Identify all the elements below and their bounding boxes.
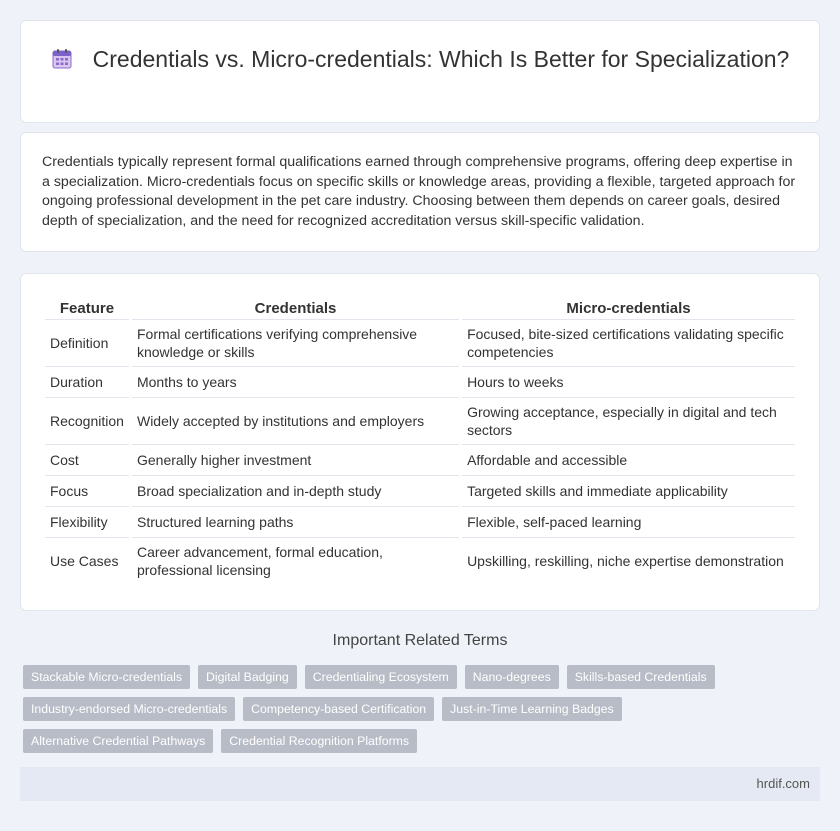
row-micro-credentials: Upskilling, reskilling, niche expertise demonstration [467, 553, 784, 569]
row-feature: Focus [45, 476, 129, 507]
related-term-tag[interactable]: Credential Recognition Platforms [221, 729, 417, 753]
row-feature: Definition [45, 320, 129, 367]
page-title: Credentials vs. Micro-credentials: Which Is Better for Specialization? [92, 46, 790, 72]
related-terms-list [23, 665, 813, 753]
related-term-tag[interactable]: Alternative Credential Pathways [23, 729, 213, 753]
intro-paragraph: Credentials typically represent formal qualifications earned through comprehensive programs, offering deep expertise in a specialization. Micro-credentials focus on specific skills or knowledge areas, providing a flexible, targeted approach for ongoing professional development in the pet care industry. Choosing between them depends on career goals, desired depth of specialization, and the need for recognized accreditation versus skill-specific validation. [42, 154, 796, 229]
table-row [45, 398, 795, 445]
row-micro-credentials: Flexible, self-paced learning [462, 507, 795, 538]
row-micro-credentials: Hours to weeks [462, 367, 795, 398]
row-credentials: Formal certifications verifying comprehensive knowledge or skills [132, 320, 459, 367]
row-credentials: Widely accepted by institutions and employers [132, 398, 459, 445]
row-micro-credentials: Focused, bite-sized certifications validating specific competencies [462, 320, 795, 367]
comparison-card [20, 273, 820, 611]
row-feature: Use Cases [50, 553, 119, 569]
footer-bar [20, 767, 820, 801]
row-feature: Recognition [45, 398, 129, 445]
related-terms-heading: Important Related Terms [332, 632, 508, 649]
comparison-table [42, 296, 798, 584]
header-micro-credentials: Micro-credentials [462, 296, 795, 320]
row-feature: Flexibility [45, 507, 129, 538]
row-micro-credentials: Targeted skills and immediate applicability [462, 476, 795, 507]
related-term-tag[interactable]: Stackable Micro-credentials [23, 665, 190, 689]
table-row [45, 476, 795, 507]
table-row [45, 445, 795, 476]
related-term-tag[interactable]: Competency-based Certification [243, 697, 434, 721]
row-credentials: Months to years [132, 367, 459, 398]
row-micro-credentials: Affordable and accessible [462, 445, 795, 476]
row-micro-credentials: Growing acceptance, especially in digital and tech sectors [462, 398, 795, 445]
table-row [45, 367, 795, 398]
title-card [20, 20, 820, 123]
footer-site-link[interactable]: hrdif.com [756, 776, 810, 791]
row-credentials: Generally higher investment [132, 445, 459, 476]
related-term-tag[interactable]: Credentialing Ecosystem [305, 665, 457, 689]
row-credentials: Broad specialization and in-depth study [132, 476, 459, 507]
table-row [45, 538, 795, 584]
related-term-tag[interactable]: Digital Badging [198, 665, 297, 689]
table-row [45, 320, 795, 367]
table-row [45, 507, 795, 538]
header-feature: Feature [45, 296, 129, 320]
row-feature: Cost [45, 445, 129, 476]
related-term-tag[interactable]: Skills-based Credentials [567, 665, 715, 689]
related-term-tag[interactable]: Industry-endorsed Micro-credentials [23, 697, 235, 721]
related-term-tag[interactable]: Nano-degrees [465, 665, 559, 689]
related-term-tag[interactable]: Just-in-Time Learning Badges [442, 697, 622, 721]
page-title-block [21, 45, 819, 74]
row-credentials: Career advancement, formal education, professional licensing [136, 544, 383, 578]
intro-card [20, 132, 820, 252]
row-credentials: Structured learning paths [132, 507, 459, 538]
row-feature: Duration [45, 367, 129, 398]
table-header-row [45, 296, 795, 320]
header-credentials: Credentials [132, 296, 459, 320]
calendar-icon [51, 48, 73, 70]
